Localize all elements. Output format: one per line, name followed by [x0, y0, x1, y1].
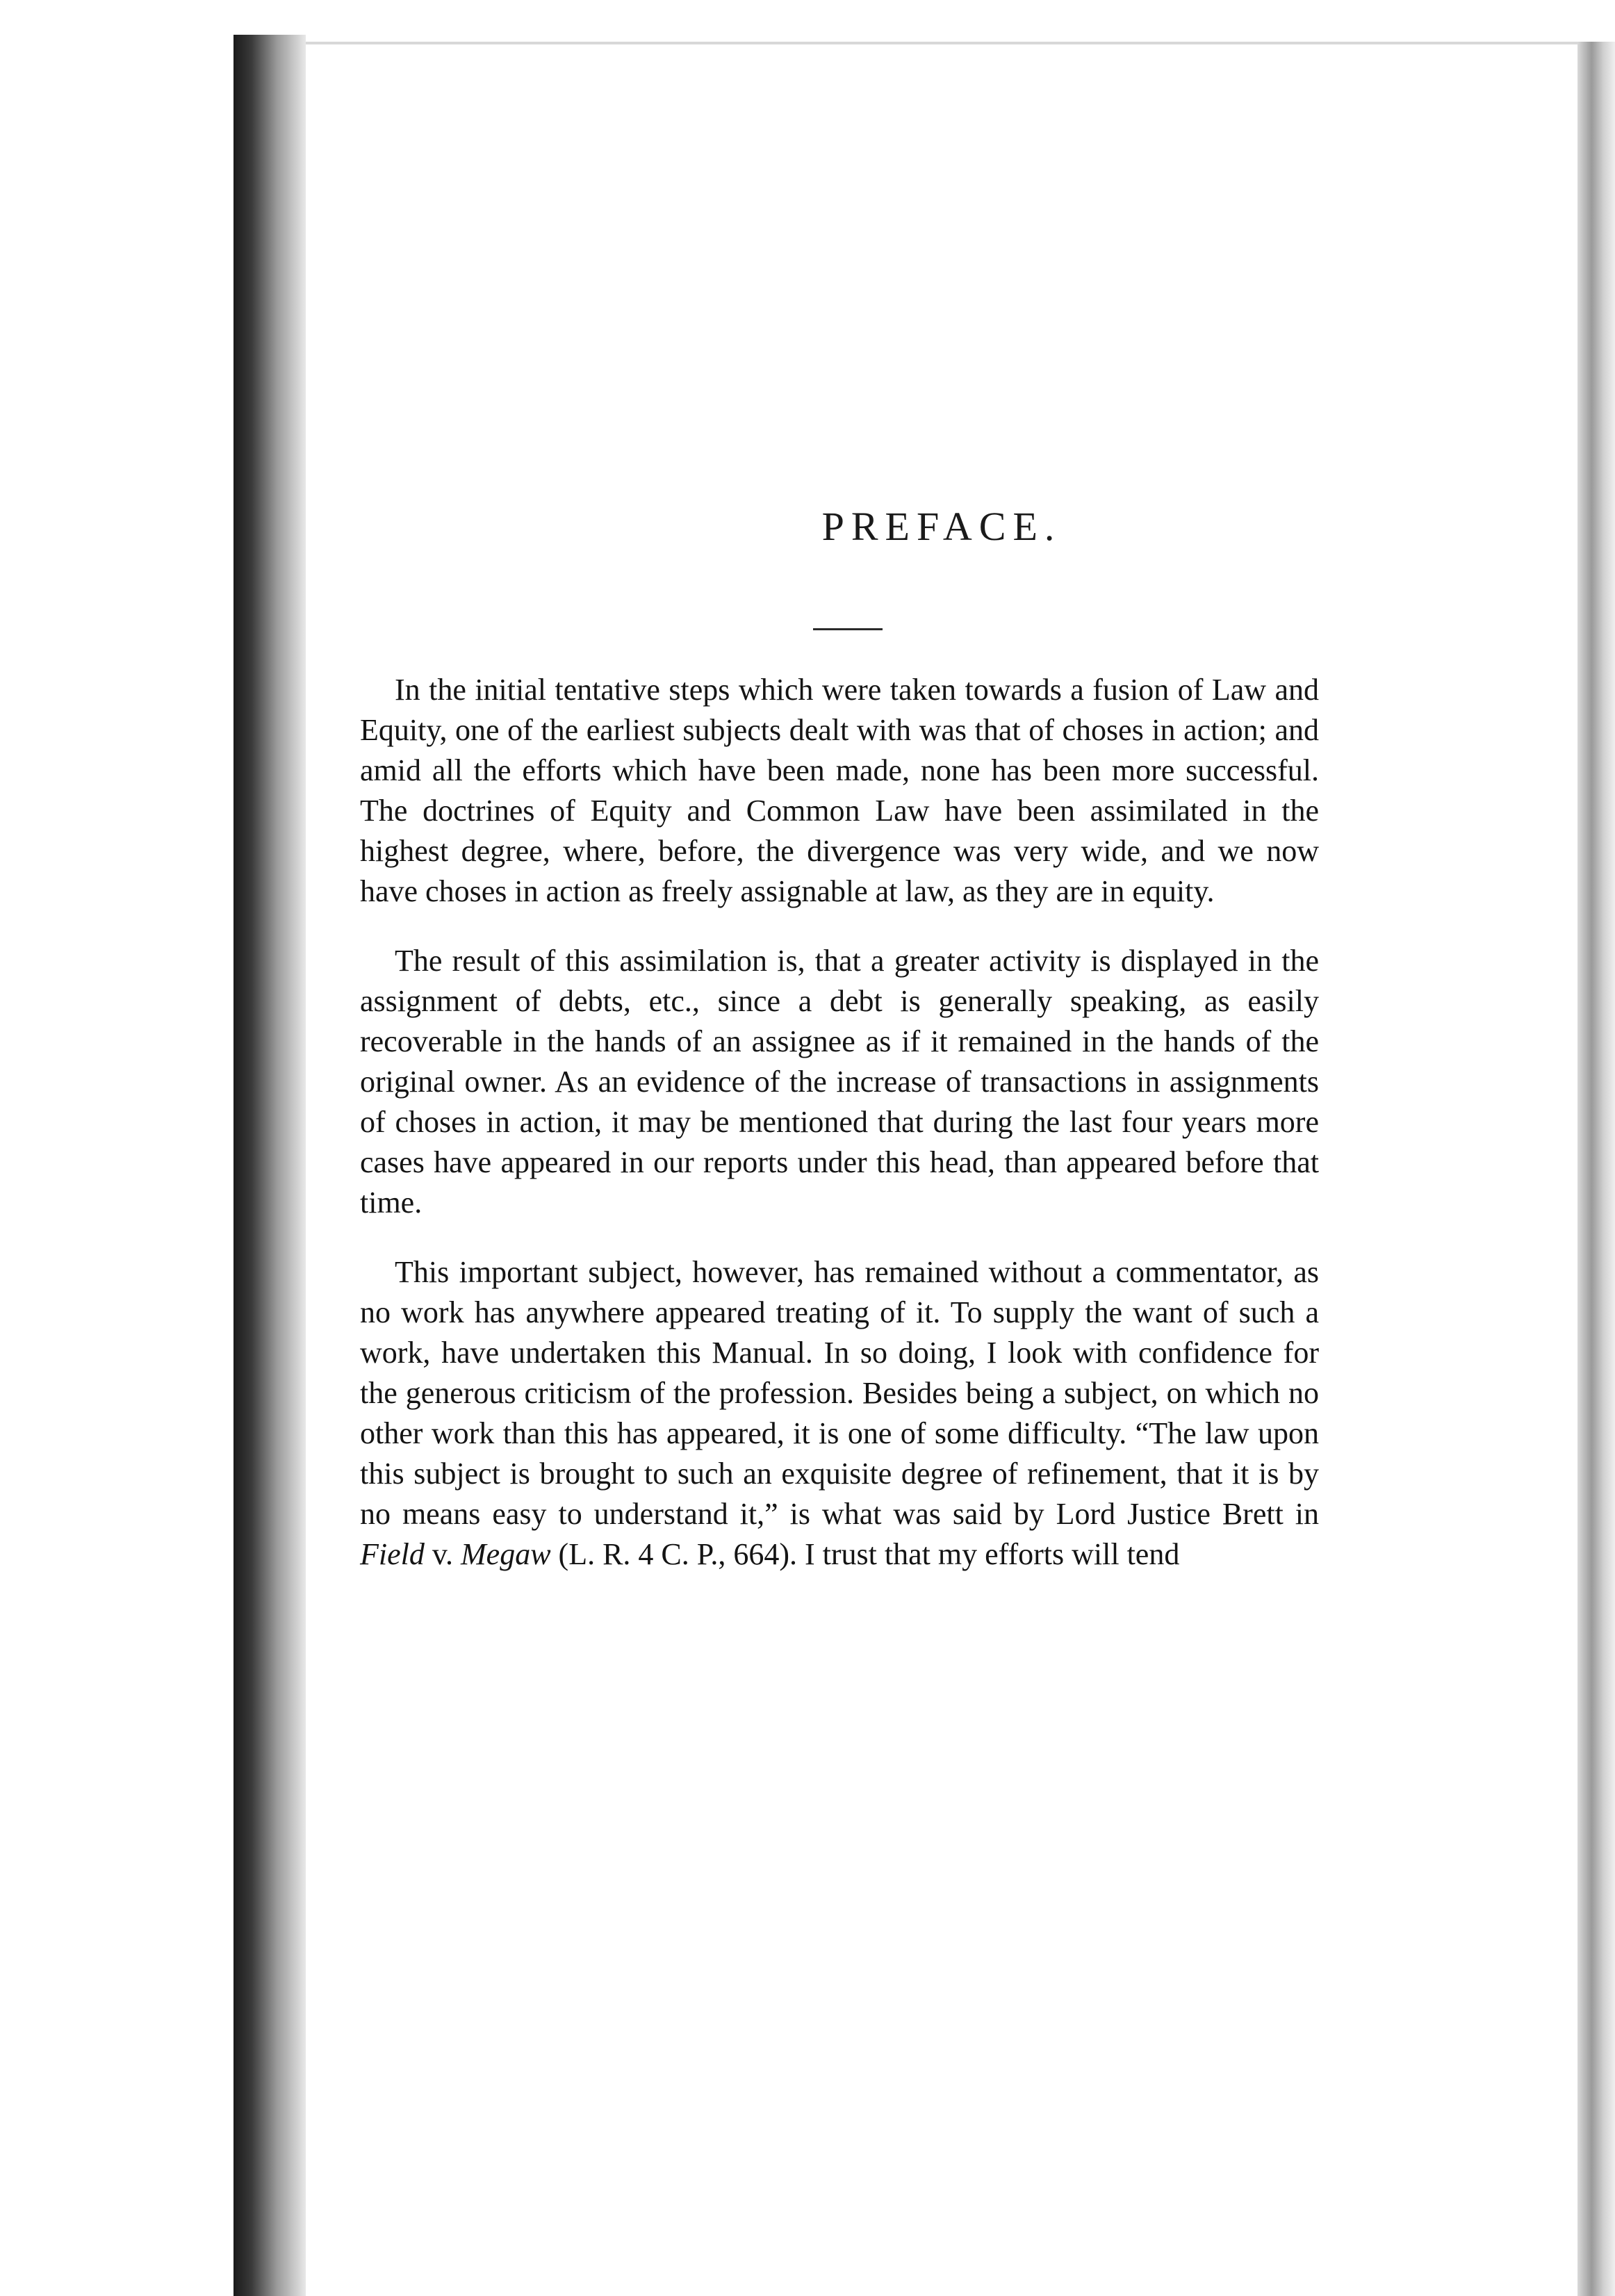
page-gutter	[0, 0, 233, 2296]
case-name-megaw: Megaw	[461, 1537, 551, 1571]
paragraph-3-text-start: This important subject, however, has remained without a commentator, as no work has anywhere appeared treating of it. To supply the want of such a work, have undertaken this Manual. In so doing, I look with confidence for the generous criticism of the profession. Besides being a subject, on which no other work than this has appeared, it is one of some difficulty. “The law upon this subject is brought to such an exquisite degree of refinement, that it is by no means easy to understand it,” is what was said by Lord Justice Brett in	[360, 1255, 1319, 1531]
page-title: PREFACE.	[821, 504, 1062, 549]
case-versus: v.	[424, 1537, 461, 1571]
book-spine-shadow	[233, 35, 306, 2296]
book-page	[306, 42, 1577, 2296]
paragraph-3-text-end: (L. R. 4 C. P., 664). I trust that my efforts will tend	[550, 1537, 1180, 1571]
paragraph-2: The result of this assimilation is, that a greater activity is displayed in the assignment of debts, etc., since a debt is generally speaking, as easily recoverable in the hands of an assignee as if it remained in the hands of the original owner. As an evidence of the increase of transactions in assignments of choses in action, it may be mentioned that during the last four years more cases have appeared in our reports under this head, than appeared before that time.	[360, 944, 1319, 1220]
title-rule	[813, 628, 883, 630]
paragraph-3	[360, 1252, 1319, 1575]
page-right-edge	[1576, 42, 1615, 2296]
paragraph-1: In the initial tentative steps which were taken towards a fusion of Law and Equity, one of the earliest subjects dealt with was that of choses in action; and amid all the efforts which have been made, none has been more successful. The doctrines of Equity and Common Law have been assimilated in the highest degree, where, before, the divergence was very wide, and we now have choses in action as freely assignable at law, as they are in equity.	[360, 673, 1319, 908]
case-name-field: Field	[360, 1537, 425, 1571]
preface-body	[360, 670, 1319, 1604]
